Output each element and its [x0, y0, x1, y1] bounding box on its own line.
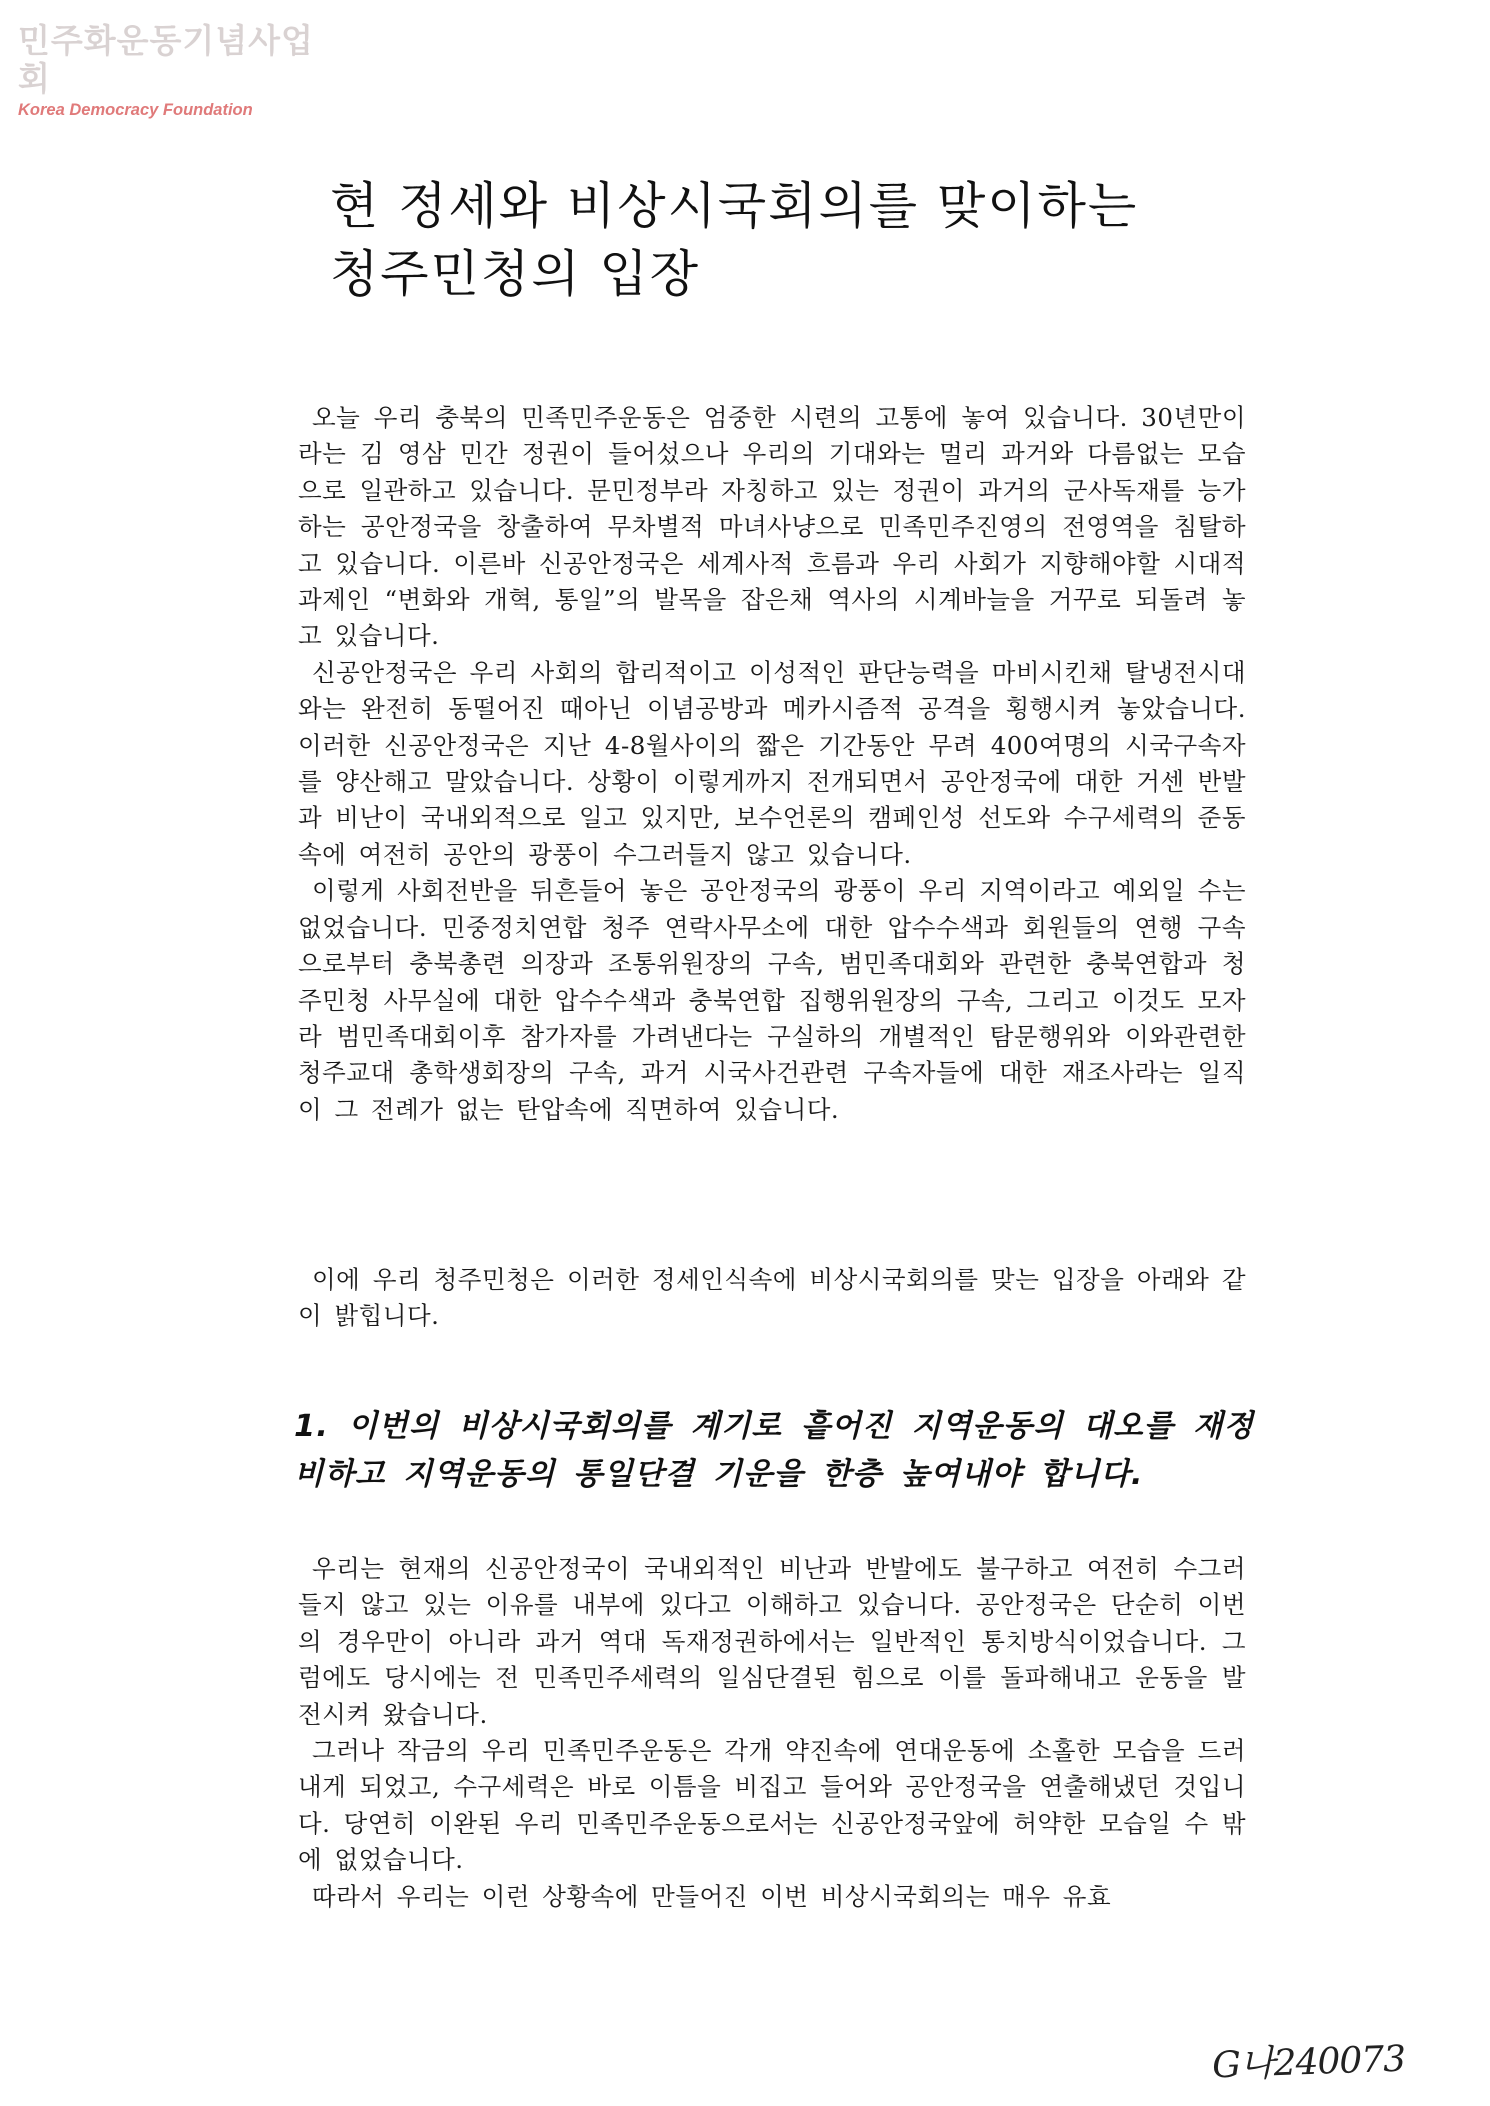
watermark-korean: 민주화운동기념사업회: [18, 21, 314, 98]
intro-section: [298, 400, 1246, 1128]
foundation-watermark: [18, 22, 318, 120]
declaration-paragraph: 이에 우리 청주민청은 이러한 정세인식속에 비상시국회의를 맞는 입장을 아래와 같이 밝힙니다.: [298, 1265, 1246, 1331]
section-1-heading: 1. 이번의 비상시국회의를 계기로 흩어진 지역운동의 대오를 재정비하고 지역운동의 통일단결 기운을 한층 높여내야 합니다.: [294, 1409, 1254, 1492]
document-title: [330, 172, 1330, 308]
section-1-paragraph: 그러나 작금의 우리 민족민주운동은 각개 약진속에 연대운동에 소홀한 모습을 드러내게 되었고, 수구세력은 바로 이틈을 비집고 들어와 공안정국을 연출해냈던 것입니다. 당연히 이완된 우리 민족민주운동으로서는 신공안정국앞에 허약한 모습일 수 밖에 없었습니다.: [298, 1736, 1246, 1875]
title-line-1: 현 정세와 비상시국회의를 맞이하는: [330, 177, 1139, 235]
intro-paragraph: 이렇게 사회전반을 뒤흔들어 놓은 공안정국의 광풍이 우리 지역이라고 예외일 수는 없었습니다. 민중정치연합 청주 연락사무소에 대한 압수수색과 회원들의 연행 구속으로부터 충북총련 의장과 조통위원장의 구속, 범민족대회와 관련한 충북연합과 청주민청 사무실에 대한 압수수색과 충북연합 집행위원장의 구속, 그리고 이것도 모자라 범민족대회이후 참가자를 가려낸다는 구실하의 개별적인 탐문행위와 이와관련한 청주교대 총학생회장의 구속, 과거 시국사건관련 구속자들에 대한 재조사라는 일직이 그 전례가 없는 탄압속에 직면하여 있습니다.: [298, 876, 1246, 1124]
section-1-body: [298, 1551, 1246, 1915]
section-1-paragraph: 우리는 현재의 신공안정국이 국내외적인 비난과 반발에도 불구하고 여전히 수그러들지 않고 있는 이유를 내부에 있다고 이해하고 있습니다. 공안정국은 단순히 이번의 경우만이 아니라 과거 역대 독재정권하에서는 일반적인 통치방식이었습니다. 그럼에도 당시에는 전 민족민주세력의 일심단결된 힘으로 이를 돌파해내고 운동을 발전시켜 왔습니다.: [298, 1554, 1246, 1729]
handwritten-document-id: G나240073: [1211, 2038, 1406, 2087]
section-1-paragraph: 따라서 우리는 이런 상황속에 만들어진 이번 비상시국회의는 매우 유효: [312, 1881, 1112, 1911]
declaration-section: [298, 1262, 1246, 1335]
watermark-english: Korea Democracy Foundation: [18, 101, 253, 119]
intro-paragraph: 신공안정국은 우리 사회의 합리적이고 이성적인 판단능력을 마비시킨채 탈냉전시대와는 완전히 동떨어진 때아닌 이념공방과 메카시즘적 공격을 횡행시켜 놓았습니다. 이러한 신공안정국은 지난 4-8월사이의 짧은 기간동안 무려 400여명의 시국구속자를 양산해고 말았습니다. 상황이 이렇게까지 전개되면서 공안정국에 대한 거센 반발과 비난이 국내외적으로 일고 있지만, 보수언론의 캠페인성 선도와 수구세력의 준동속에 여전히 공안의 광풍이 수그러들지 않고 있습니다.: [298, 657, 1246, 869]
intro-paragraph: 오늘 우리 충북의 민족민주운동은 엄중한 시련의 고통에 놓여 있습니다. 30년만이라는 김 영삼 민간 정권이 들어섰으나 우리의 기대와는 멀리 과거와 다름없는 모습으로 일관하고 있습니다. 문민정부라 자칭하고 있는 정권이 과거의 군사독재를 능가하는 공안정국을 창출하여 무차별적 마녀사냥으로 민족민주진영의 전영역을 침탈하고 있습니다. 이른바 신공안정국은 세계사적 흐름과 우리 사회가 지향해야할 시대적 과제인 “변화와 개혁, 통일”의 발목을 잡은채 역사의 시계바늘을 거꾸로 되돌려 놓고 있습니다.: [298, 403, 1246, 651]
title-line-2: 청주민청의 입장: [330, 245, 700, 303]
